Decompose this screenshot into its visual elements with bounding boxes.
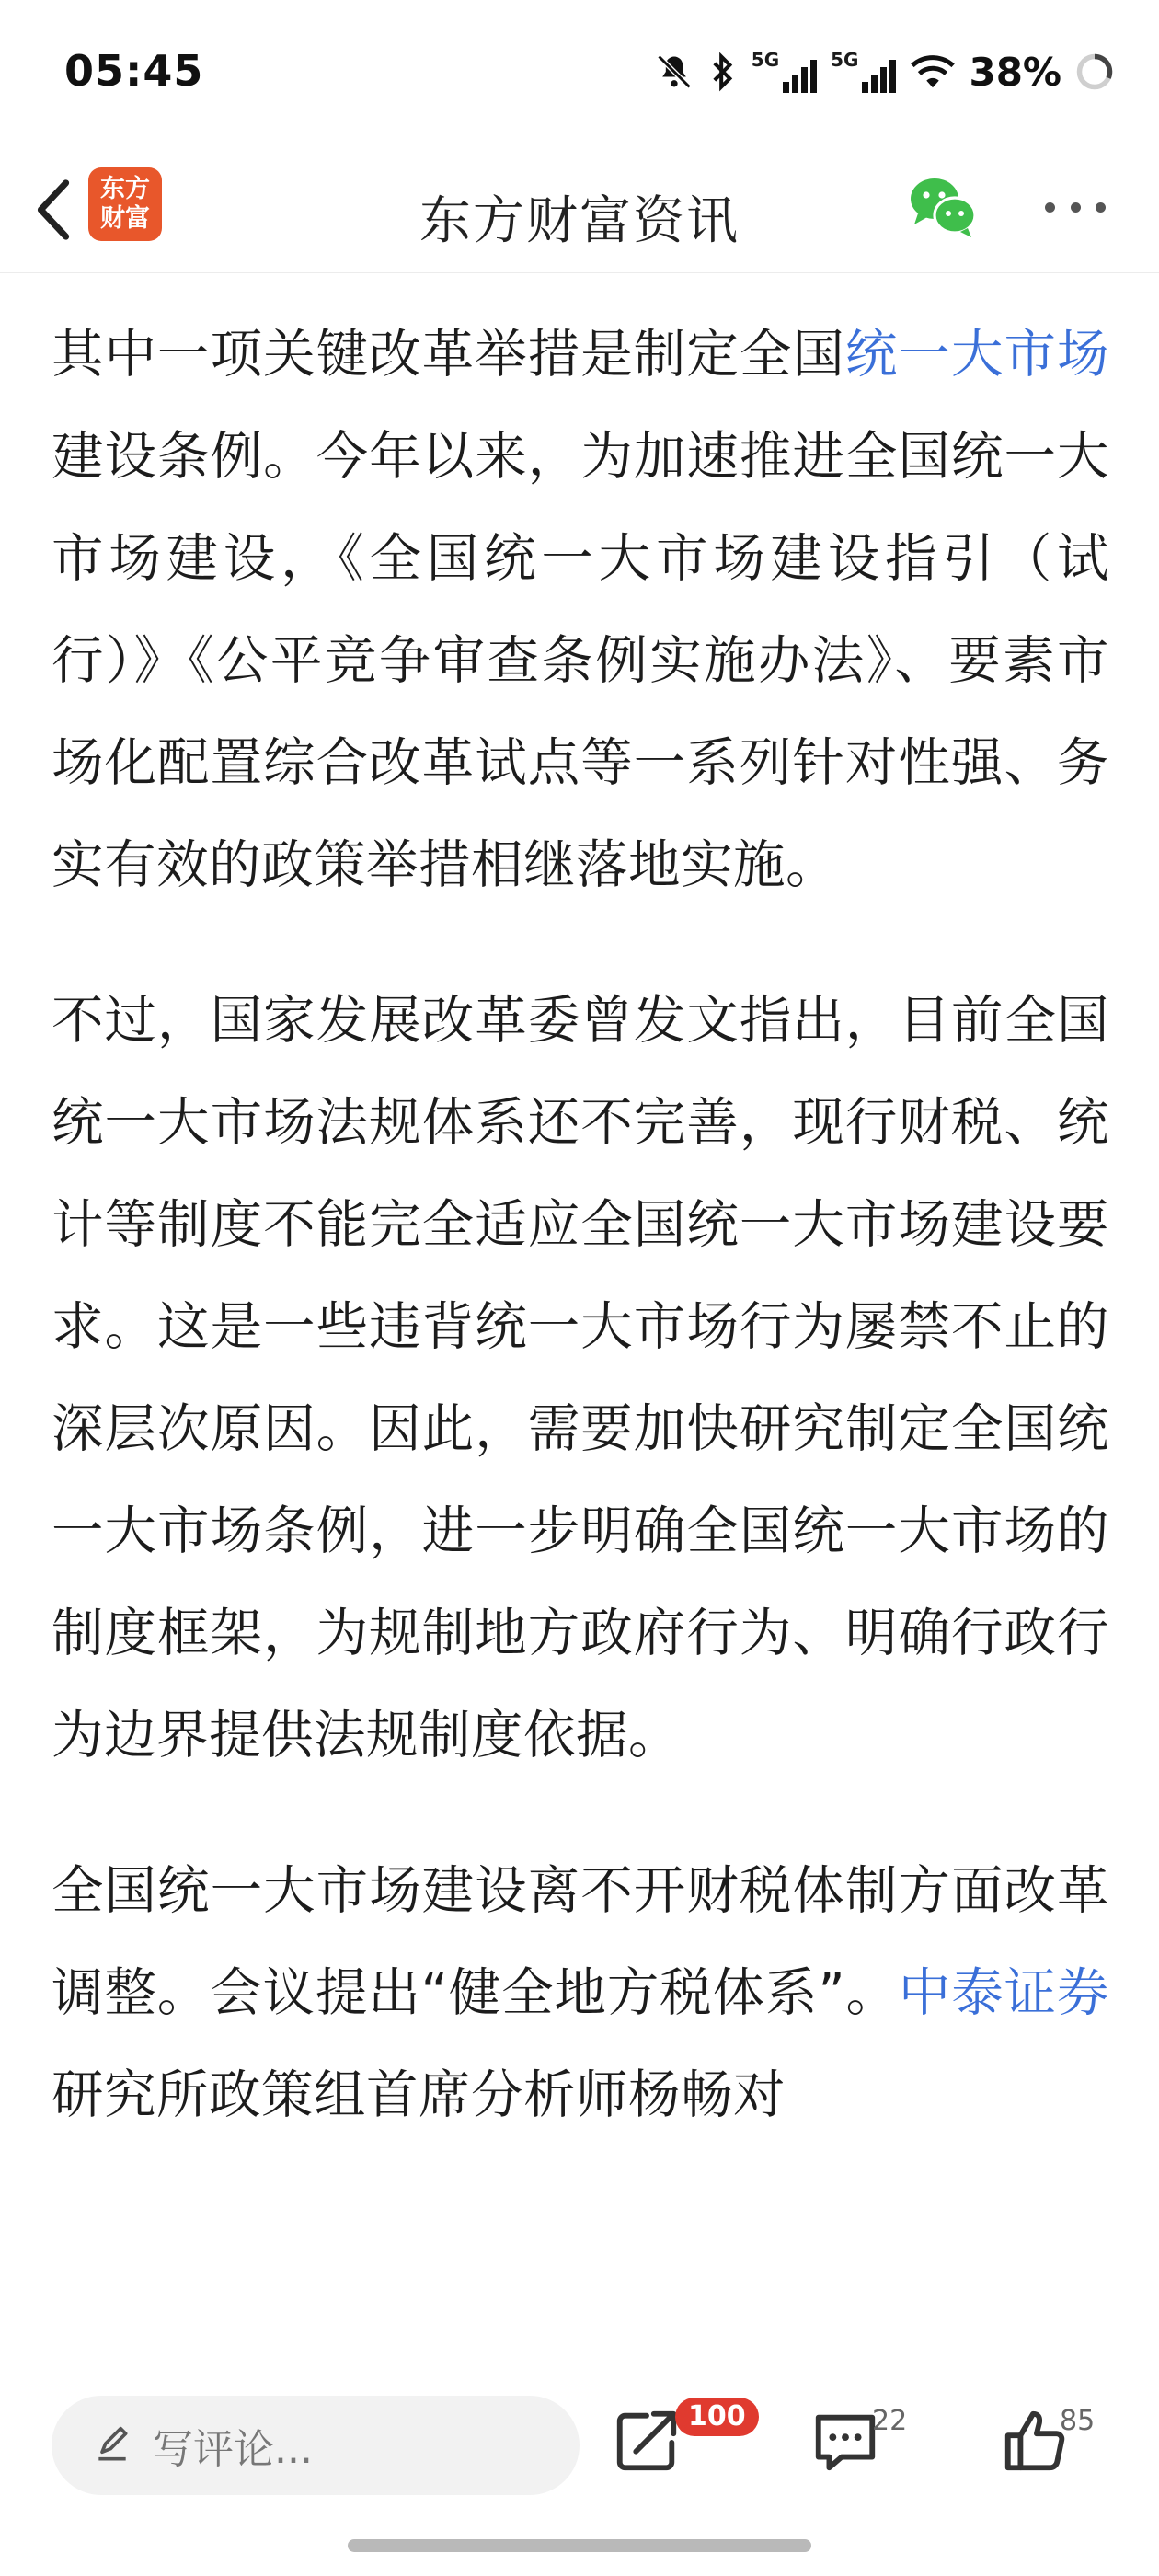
dot-icon — [1096, 202, 1106, 213]
paragraph-text: 全国统一大市场建设离不开财税体制方面改革调整。会议提出“健全地方税体系”。 — [52, 1861, 1109, 2023]
article-paragraph-2: 不过，国家发展改革委曾发文指出，目前全国统一大市场法规体系还不完善，现行财税、统计等制度不能完全适应全国统一大市场建设要求。这是一些违背统一大市场行为屡禁不止的深层次原因。因此，需要加快研究制定全国统一大市场条例，进一步明确全国统一大市场的制度框架，为规制地方政府行为、明确行政行为边界提供法规制度依据。 — [52, 991, 1109, 1765]
article-paragraph-3 — [52, 1840, 1109, 2146]
bluetooth-icon — [707, 52, 739, 92]
stock-link-zhongtai[interactable]: 中泰证券 — [898, 1963, 1110, 2023]
status-time: 05:45 — [64, 46, 204, 96]
more-options-button[interactable] — [1045, 184, 1106, 230]
logo-text-line1: 东方 — [100, 175, 150, 203]
comments-button[interactable] — [809, 2405, 881, 2477]
battery-ring-icon — [1074, 52, 1115, 92]
dot-icon — [1071, 202, 1081, 213]
battery-percent: 38% — [969, 49, 1061, 95]
signal-icon-2: 5G — [831, 51, 897, 93]
like-count: 85 — [1060, 2405, 1096, 2437]
wechat-share-button[interactable] — [907, 175, 977, 239]
logo-text-line2: 财富 — [100, 204, 150, 233]
signal-icon-1: 5G — [752, 51, 818, 93]
pencil-icon — [92, 2425, 132, 2466]
comment-count: 22 — [872, 2405, 908, 2437]
status-icons — [654, 44, 1115, 99]
dot-icon — [1045, 202, 1055, 213]
wechat-icon — [907, 175, 977, 239]
paragraph-text: 其中一项关键改革举措是制定全国 — [52, 325, 845, 385]
home-indicator[interactable] — [348, 2539, 811, 2552]
mute-bell-icon — [654, 52, 694, 92]
article-body — [52, 304, 1109, 2200]
comment-placeholder: 写评论... — [153, 2426, 313, 2473]
bottom-action-bar — [0, 2364, 1159, 2576]
wifi-icon — [910, 53, 956, 90]
share-count-badge: 100 — [675, 2398, 759, 2436]
comment-bubble-icon — [809, 2405, 881, 2477]
comment-input[interactable] — [52, 2396, 580, 2495]
status-bar — [0, 0, 1159, 147]
paragraph-text: 研究所政策组首席分析师杨畅对 — [52, 2065, 786, 2125]
share-icon — [611, 2405, 683, 2477]
share-button[interactable] — [611, 2405, 683, 2477]
paragraph-text: 建设条例。今年以来，为加速推进全国统一大市场建设，《全国统一大市场建设指引（试行）》《公平竞争审查条例实施办法》、要素市场化配置综合改革试点等一系列针对性强、务实有效的政策举措相继落地实施。 — [52, 427, 1109, 895]
app-header — [0, 147, 1159, 273]
stock-link-unified-market[interactable]: 统一大市场 — [844, 325, 1110, 385]
page-title: 东方财富资讯 — [419, 191, 740, 251]
article-paragraph-1 — [52, 304, 1109, 916]
